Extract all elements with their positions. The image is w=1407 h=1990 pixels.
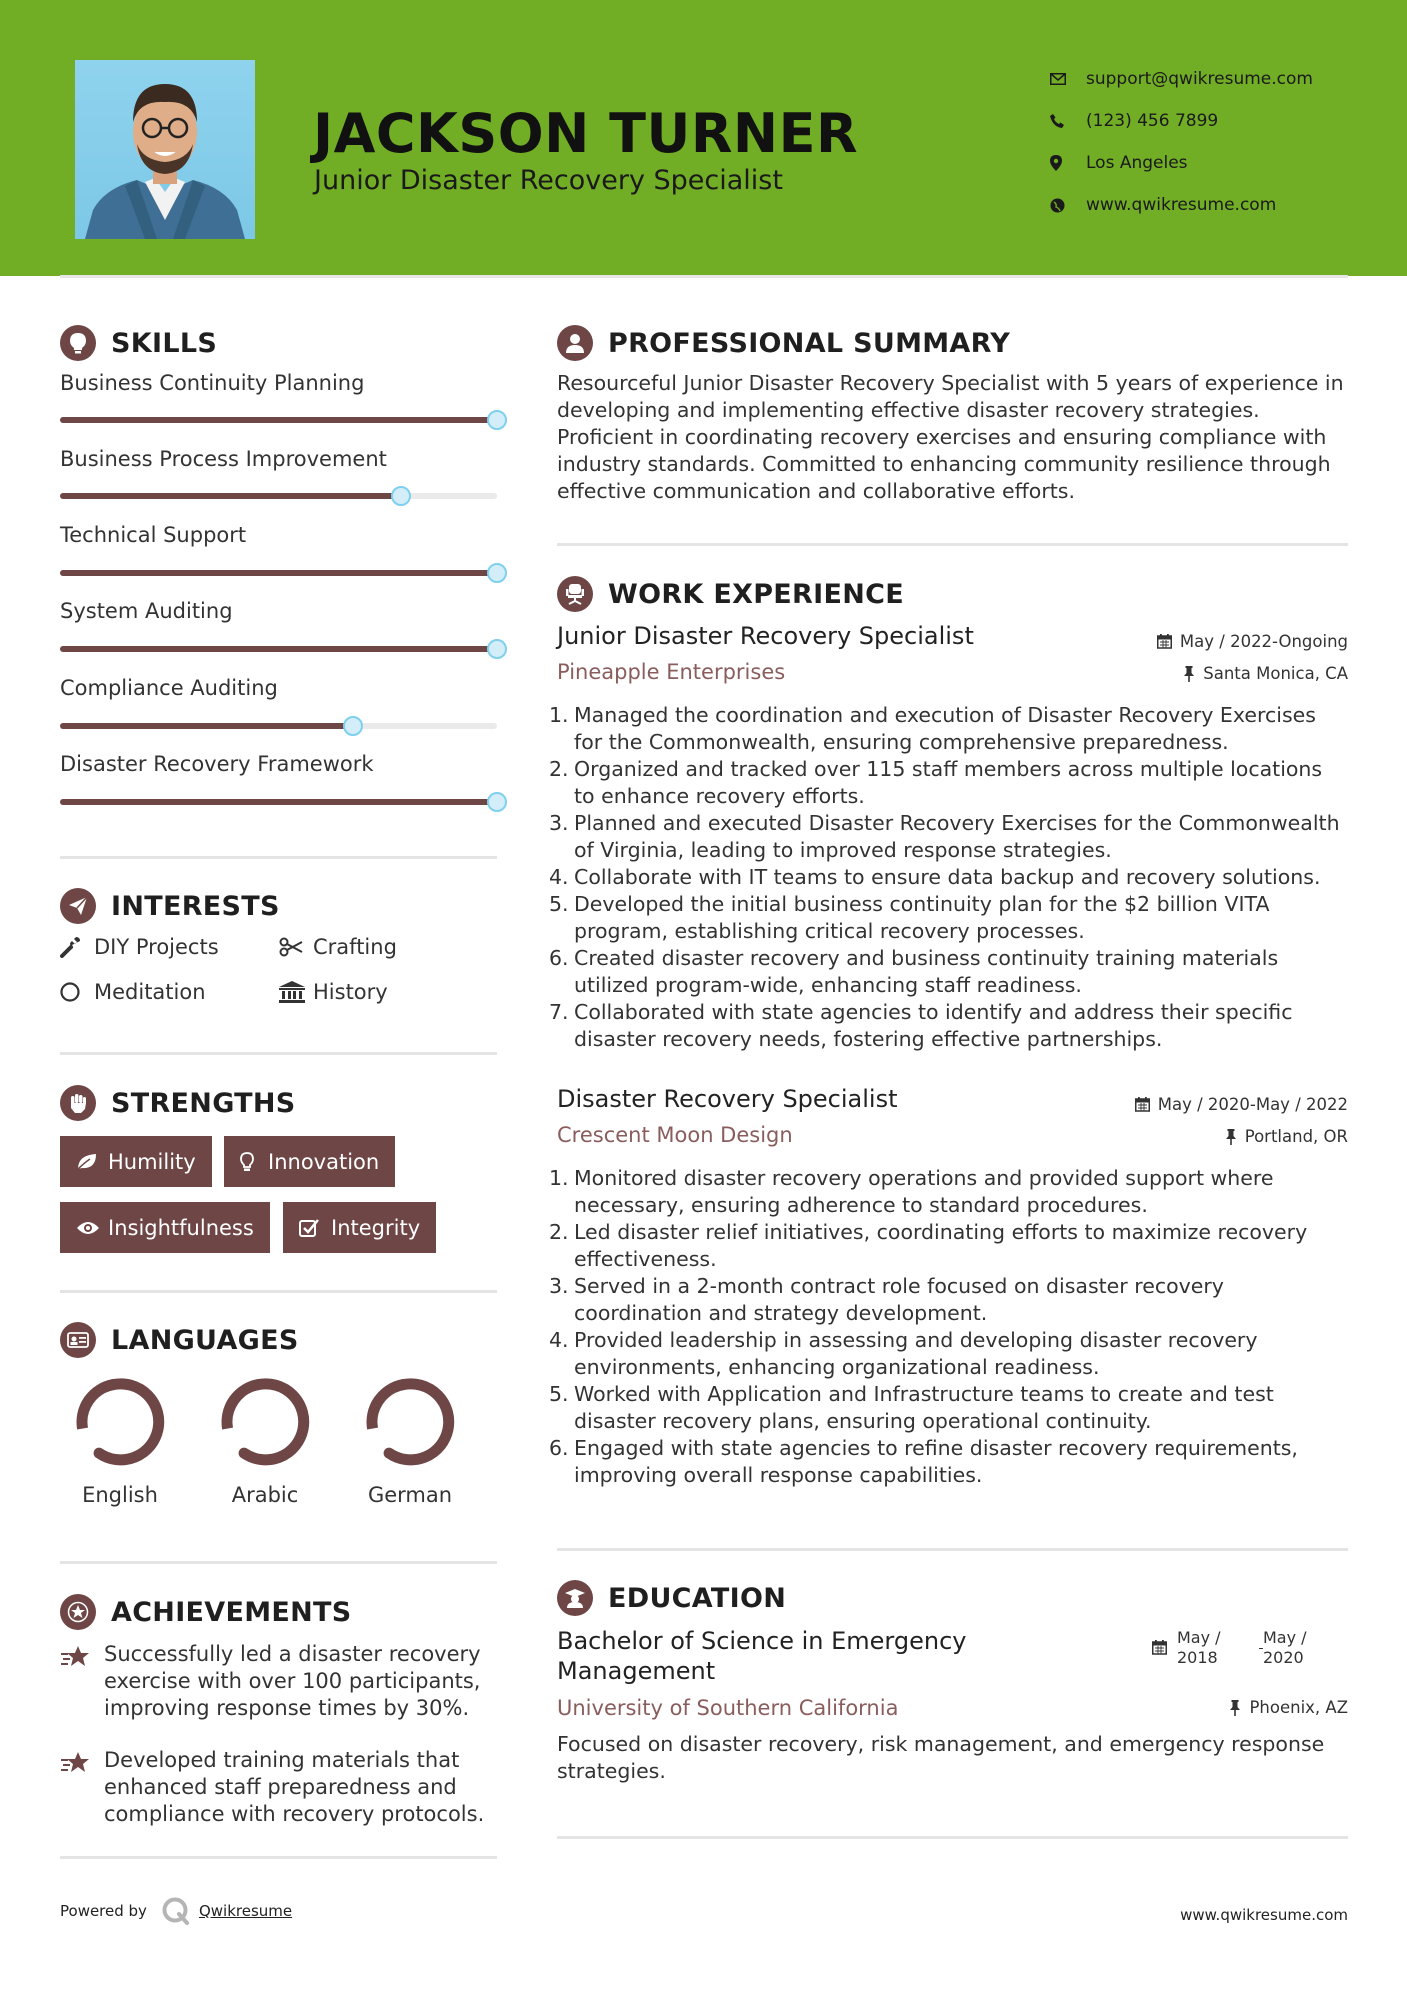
strength-label: Innovation xyxy=(268,1149,380,1174)
job-bullet: 3. Planned and executed Disaster Recovery Exercises for the Commonwealth of Virginia, leading to improved response strategies. xyxy=(557,810,1347,864)
job-bullet-text: Led disaster relief initiatives, coordinating efforts to maximize recovery effectiveness. xyxy=(574,1220,1308,1271)
job-bullet: 7. Collaborated with state agencies to identify and address their specific disaster recovery needs, fostering effective partnerships. xyxy=(557,999,1347,1053)
leaf-icon xyxy=(76,1153,108,1171)
section-divider xyxy=(557,1548,1348,1551)
education-description: Focused on disaster recovery, risk management, and emergency response strategies. xyxy=(557,1732,1325,1783)
job-bullet-text: Developed the initial business continuity plan for the $2 billion VITA program, establishing critical recovery processes. xyxy=(574,892,1270,943)
section-divider xyxy=(60,856,497,859)
language-ring xyxy=(73,1375,167,1469)
profile-photo xyxy=(75,60,255,239)
summary-text: Resourceful Junior Disaster Recovery Specialist with 5 years of experience in developing and implementing effective disaster recovery strategies. Proficient in coordinating recovery exercises and ensuring compliance with industry standards. Committed to enhancing community resilience through effective communication and collaborative efforts. xyxy=(557,371,1344,503)
job-company: Crescent Moon Design xyxy=(557,1123,793,1147)
job-bullet-text: Planned and executed Disaster Recovery Exercises for the Commonwealth of Virginia, leading to improved response strategies. xyxy=(574,811,1340,862)
language-ring xyxy=(363,1375,457,1469)
header-divider xyxy=(60,275,1348,278)
education-end: May / 2020 xyxy=(1263,1628,1307,1667)
job-bullet: 1. Monitored disaster recovery operations and provided support where necessary, ensuring adherence to standard procedures. xyxy=(557,1165,1347,1219)
strength-tag xyxy=(60,1202,270,1253)
achievement-text: Developed training materials that enhanced staff preparedness and compliance with recovery protocols. xyxy=(104,1748,485,1826)
skill-bar-knob xyxy=(487,410,507,430)
skill-bar-knob xyxy=(487,792,507,812)
skill-bar-fill xyxy=(60,799,497,805)
skill-label: System Auditing xyxy=(60,599,233,623)
education-school: University of Southern California xyxy=(557,1696,899,1720)
job-bullet-text: Served in a 2-month contract role focused on disaster recovery coordination and strategy development. xyxy=(574,1274,1224,1325)
experience-heading-text: WORK EXPERIENCE xyxy=(608,578,904,610)
star-icon xyxy=(60,1747,104,1828)
job-location xyxy=(1225,1127,1348,1146)
section-divider xyxy=(557,1836,1348,1839)
interest-item xyxy=(279,980,388,1004)
job-bullet-text: Organized and tracked over 115 staff members across multiple locations to enhance recovery efforts. xyxy=(574,757,1323,808)
skill-bar-knob xyxy=(391,486,411,506)
candidate-title: Junior Disaster Recovery Specialist xyxy=(314,165,783,196)
globe-icon xyxy=(1050,198,1086,213)
job-location xyxy=(1183,664,1348,683)
language-label: English xyxy=(82,1483,158,1507)
interest-label: Meditation xyxy=(94,980,206,1004)
job-bullet-text: Engaged with state agencies to refine disaster recovery requirements, improving overall response capabilities. xyxy=(574,1436,1298,1487)
skill-label: Disaster Recovery Framework xyxy=(60,752,374,776)
skill-bar xyxy=(60,646,497,652)
strengths-heading-text: STRENGTHS xyxy=(111,1087,296,1119)
interest-label: DIY Projects xyxy=(94,935,219,959)
skills-heading-text: SKILLS xyxy=(111,327,218,359)
strength-label: Integrity xyxy=(331,1215,421,1240)
contact-email-text: support@qwikresume.com xyxy=(1086,69,1313,89)
job-bullet: 5. Worked with Application and Infrastructure teams to create and test disaster recovery plans, ensuring operational continuity. xyxy=(557,1381,1347,1435)
language-ring xyxy=(218,1375,312,1469)
achievement-item xyxy=(60,1641,500,1722)
calendar-icon xyxy=(1152,1640,1167,1660)
paper-plane-icon xyxy=(60,888,96,924)
calendar-icon xyxy=(1135,1097,1150,1112)
job-date xyxy=(1157,632,1348,651)
job-bullet-text: Monitored disaster recovery operations and provided support where necessary, ensuring adherence to standard procedures. xyxy=(574,1166,1274,1217)
office-chair-icon xyxy=(557,576,593,612)
interest-item xyxy=(279,935,397,959)
circle-icon xyxy=(60,982,94,1002)
skill-bar xyxy=(60,723,497,729)
bank-icon xyxy=(279,981,313,1003)
job-date-text: May / 2022-Ongoing xyxy=(1179,632,1348,651)
qwikresume-logo-icon xyxy=(161,1896,191,1926)
map-pin-icon xyxy=(1050,155,1086,171)
languages-heading xyxy=(60,1322,299,1358)
job-bullet-text: Managed the coordination and execution of Disaster Recovery Exercises for the Commonwealth, ensuring comprehensive preparedness. xyxy=(574,703,1316,754)
job-bullet-text: Collaborated with state agencies to identify and address their specific disaster recovery needs, fostering effective partnerships. xyxy=(574,1000,1293,1051)
experience-heading xyxy=(557,576,904,612)
job-date-text: May / 2020-May / 2022 xyxy=(1157,1095,1348,1114)
resume-header xyxy=(0,0,1407,276)
strength-tag xyxy=(60,1136,212,1187)
job-location-text: Santa Monica, CA xyxy=(1203,664,1348,683)
achievement-item xyxy=(60,1747,500,1828)
skill-bar-knob xyxy=(487,639,507,659)
education-start: May / 2018 xyxy=(1177,1628,1221,1667)
skill-bar-fill xyxy=(60,646,497,652)
star-badge-icon xyxy=(60,1594,96,1630)
interest-label: History xyxy=(313,980,388,1004)
skill-label: Business Process Improvement xyxy=(60,447,387,471)
education-heading-text: EDUCATION xyxy=(608,1582,787,1614)
job-bullet: 2. Led disaster relief initiatives, coordinating efforts to maximize recovery effectiveness. xyxy=(557,1219,1347,1273)
lightbulb-outline-icon xyxy=(240,1152,268,1172)
job-location-text: Portland, OR xyxy=(1244,1127,1348,1146)
strength-label: Humility xyxy=(108,1149,196,1174)
powered-by-text: Powered by xyxy=(60,1902,147,1920)
interest-item xyxy=(60,935,219,959)
pushpin-icon xyxy=(1183,666,1195,682)
star-icon xyxy=(60,1641,104,1722)
skill-bar-fill xyxy=(60,723,353,729)
strengths-heading xyxy=(60,1085,296,1121)
user-icon xyxy=(557,325,593,361)
skill-bar xyxy=(60,799,497,805)
skill-bar xyxy=(60,417,497,423)
skill-label: Compliance Auditing xyxy=(60,676,278,700)
qwikresume-link[interactable]: Qwikresume xyxy=(198,1902,293,1920)
id-card-icon xyxy=(60,1322,96,1358)
fist-icon xyxy=(60,1085,96,1121)
job-title: Junior Disaster Recovery Specialist xyxy=(557,622,974,650)
language-item xyxy=(352,1375,468,1507)
lightbulb-icon xyxy=(60,325,96,361)
job-bullet: 6. Engaged with state agencies to refine disaster recovery requirements, improving overall response capabilities. xyxy=(557,1435,1347,1489)
section-divider xyxy=(60,1290,497,1293)
achievement-text: Successfully led a disaster recovery exercise with over 100 participants, improving response times by 30%. xyxy=(104,1642,481,1720)
contact-phone-text: (123) 456 7899 xyxy=(1086,111,1219,131)
job-bullet: 6. Created disaster recovery and business continuity training materials utilized program-wide, enhancing staff readiness. xyxy=(557,945,1347,999)
envelope-icon xyxy=(1050,73,1086,85)
footer-powered-by xyxy=(60,1896,292,1926)
checkbox-icon xyxy=(299,1218,331,1238)
job-bullets xyxy=(549,1165,1347,1489)
contact-location xyxy=(1050,142,1313,184)
graduate-icon xyxy=(557,1580,593,1616)
job-company: Pineapple Enterprises xyxy=(557,660,786,684)
job-bullet-text: Worked with Application and Infrastructure teams to create and test disaster recovery plans, ensuring operational continuity. xyxy=(574,1382,1274,1433)
job-bullet: 3. Served in a 2-month contract role focused on disaster recovery coordination and strategy development. xyxy=(557,1273,1347,1327)
language-item xyxy=(207,1375,323,1507)
footer-website[interactable]: www.qwikresume.com xyxy=(1180,1906,1348,1924)
contact-location-text: Los Angeles xyxy=(1086,153,1188,173)
skill-bar-knob xyxy=(343,716,363,736)
job-bullet: 1. Managed the coordination and execution of Disaster Recovery Exercises for the Commonwealth, ensuring comprehensive preparedness. xyxy=(557,702,1347,756)
skill-label: Technical Support xyxy=(60,523,247,547)
job-date xyxy=(1135,1095,1348,1114)
strength-tag xyxy=(283,1202,436,1253)
job-bullet: 4. Collaborate with IT teams to ensure data backup and recovery solutions. xyxy=(549,865,1321,889)
scissors-icon xyxy=(279,937,313,957)
section-divider xyxy=(60,1561,497,1564)
job-bullet: 4. Provided leadership in assessing and developing disaster recovery environments, enhancing organizational readiness. xyxy=(557,1327,1347,1381)
education-location xyxy=(1229,1698,1348,1717)
skill-bar xyxy=(60,570,497,576)
section-divider xyxy=(557,543,1348,546)
job-bullet-text: Provided leadership in assessing and developing disaster recovery environments, enhancing organizational readiness. xyxy=(574,1328,1258,1379)
job-bullet: 5. Developed the initial business continuity plan for the $2 billion VITA program, establishing critical recovery processes. xyxy=(557,891,1347,945)
summary-heading xyxy=(557,325,1010,361)
language-label: German xyxy=(367,1483,453,1507)
pushpin-icon xyxy=(1225,1129,1237,1145)
section-divider xyxy=(60,1856,497,1859)
skill-bar-knob xyxy=(487,563,507,583)
pushpin-icon xyxy=(1229,1700,1241,1716)
strength-tag xyxy=(224,1136,395,1187)
strength-label: Insightfulness xyxy=(108,1215,254,1240)
skill-label: Business Continuity Planning xyxy=(60,371,365,395)
job-bullet-text: Created disaster recovery and business continuity training materials utilized program-wide, enhancing staff readiness. xyxy=(574,946,1279,997)
achievements-heading xyxy=(60,1594,352,1630)
skills-heading xyxy=(60,325,217,361)
languages-heading-text: LANGUAGES xyxy=(111,1324,299,1356)
skill-bar-fill xyxy=(60,493,401,499)
phone-icon xyxy=(1050,114,1086,128)
education-location-text: Phoenix, AZ xyxy=(1249,1698,1348,1717)
contact-phone[interactable] xyxy=(1050,100,1313,142)
interest-label: Crafting xyxy=(313,935,397,959)
wrench-icon xyxy=(60,936,94,958)
calendar-icon xyxy=(1157,634,1172,649)
education-degree: Bachelor of Science in Emergency Management xyxy=(557,1627,967,1685)
language-label: Arabic xyxy=(231,1483,299,1507)
interests-heading-text: INTERESTS xyxy=(111,890,280,922)
contact-block xyxy=(1050,58,1313,226)
interests-heading xyxy=(60,888,280,924)
job-bullet-text: Collaborate with IT teams to ensure data backup and recovery solutions. xyxy=(574,865,1321,889)
education-heading xyxy=(557,1580,786,1616)
job-title: Disaster Recovery Specialist xyxy=(557,1085,898,1113)
candidate-name: JACKSON TURNER xyxy=(313,102,859,165)
contact-website[interactable] xyxy=(1050,184,1313,226)
interest-item xyxy=(60,980,206,1004)
eye-icon xyxy=(76,1220,108,1236)
skill-bar-fill xyxy=(60,417,497,423)
skill-bar xyxy=(60,493,497,499)
job-bullets xyxy=(549,702,1347,1053)
section-divider xyxy=(60,1052,497,1055)
contact-website-text: www.qwikresume.com xyxy=(1086,195,1277,215)
contact-email[interactable] xyxy=(1050,58,1313,100)
achievements-heading-text: ACHIEVEMENTS xyxy=(111,1596,352,1628)
language-item xyxy=(62,1375,178,1507)
job-bullet: 2. Organized and tracked over 115 staff members across multiple locations to enhance recovery efforts. xyxy=(557,756,1347,810)
summary-heading-text: PROFESSIONAL SUMMARY xyxy=(608,327,1011,359)
skill-bar-fill xyxy=(60,570,497,576)
